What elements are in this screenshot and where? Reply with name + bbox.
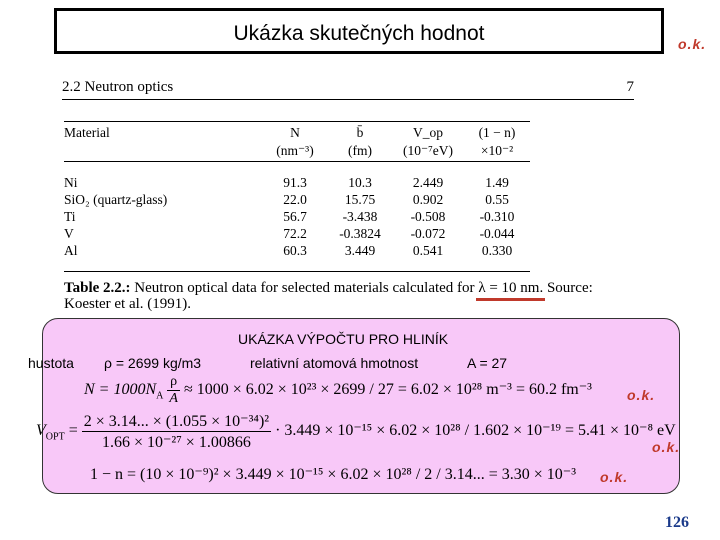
book-page: 7 <box>626 79 634 95</box>
eq-n-rhs: ≈ 1000 × 6.02 × 10²³ × 2699 / 27 = 6.02 × 10²⁸ m⁻³ = 60.2 fm⁻³ <box>183 381 592 399</box>
table-row <box>64 242 530 259</box>
cell-material: Ti <box>64 209 76 224</box>
cell-n: 91.3 <box>283 175 307 190</box>
th-b: b̄ <box>356 125 364 140</box>
cell-b: -3.438 <box>342 209 378 224</box>
slide-page-number: 126 <box>665 514 689 531</box>
th-1n: (1 − n) <box>478 125 516 140</box>
th-vop: V_op <box>413 125 443 140</box>
neutron-table <box>64 124 530 259</box>
th-1n-unit: ×10⁻² <box>480 143 514 158</box>
cell-vop: 0.541 <box>412 243 444 258</box>
cell-n: 72.2 <box>283 226 307 241</box>
table-row <box>64 208 530 225</box>
th-material: Material <box>64 125 110 140</box>
eq-v-rhs: · 3.449 × 10⁻¹⁵ × 6.02 × 10²⁸ / 1.602 × 10⁻¹⁹ = 5.41 × 10⁻⁸ eV <box>275 422 676 440</box>
equation-1n: 1 − n = (10 × 10⁻⁹)² × 3.449 × 10⁻¹⁵ × 6.02 × 10²⁸ / 2 / 3.14... = 3.30 × 10⁻³ <box>90 466 577 483</box>
slide-title-box <box>54 8 664 54</box>
table-caption <box>64 280 640 312</box>
atomic-mass-value: A = 27 <box>467 355 508 371</box>
caption-source: Source: Koester et al. (1991). <box>64 280 593 312</box>
cell-material: Ni <box>64 175 78 190</box>
density-value: ρ = 2699 kg/m3 <box>104 355 202 371</box>
table-header-row <box>64 124 530 142</box>
caption-label: Table 2.2.: <box>64 280 131 296</box>
cell-vop: -0.508 <box>410 209 446 224</box>
cell-material: V <box>64 226 74 241</box>
table-bottom-rule <box>64 271 530 272</box>
cell-vop: 2.449 <box>412 175 444 190</box>
slide-title: Ukázka skutečných hodnot <box>233 22 485 45</box>
calc-heading: UKÁZKA VÝPOČTU PRO HLINÍK <box>238 331 449 347</box>
equation-vopt: $V_{OPT}$ = $\frac{\text{2 × 3.14... × (1.055 × 10⁻³⁴)²}}{\text{1.66 × 10⁻²⁷ × 1.00866}}$ · 3.449 × 10⁻¹⁵ × 6.02 × 10²⁸ / 1.602 × 10⁻¹⁹ = 5.41 × 10⁻⁸ eV <box>36 413 676 451</box>
cell-1n: 0.55 <box>485 192 509 207</box>
cell-material: SiO₂ (quartz-glass) <box>64 192 168 207</box>
th-n-unit: (nm⁻³) <box>276 143 314 158</box>
caption-lambda: λ = 10 nm. <box>478 280 544 296</box>
cell-n: 22.0 <box>283 192 307 207</box>
th-n: N <box>290 125 300 140</box>
density-label: hustota <box>28 355 74 371</box>
book-section: 2.2 Neutron optics <box>62 79 174 95</box>
cell-1n: 1.49 <box>485 175 509 190</box>
table-row <box>64 174 530 191</box>
cell-b: -0.3824 <box>339 226 381 241</box>
caption-text: Neutron optical data for selected materials calculated for <box>134 280 475 296</box>
eq-n-lhs: N = 1000N <box>84 381 157 399</box>
ok-mark-title: o.k. <box>678 36 707 52</box>
cell-n: 60.3 <box>283 243 307 258</box>
cell-1n: -0.310 <box>479 209 515 224</box>
cell-b: 10.3 <box>348 175 372 190</box>
cell-n: 56.7 <box>283 209 307 224</box>
table-row <box>64 191 530 208</box>
ok-mark-n: o.k. <box>627 387 656 403</box>
table-top-rule <box>64 121 530 122</box>
eq-v-lhs: V <box>36 422 46 440</box>
cell-material: Al <box>64 243 78 258</box>
th-b-unit: (fm) <box>348 143 372 158</box>
cell-b: 3.449 <box>344 243 376 258</box>
eq-v-denominator: 1.66 × 10⁻²⁷ × 1.00866 <box>101 434 251 451</box>
th-vop-unit: (10⁻⁷eV) <box>402 143 454 158</box>
ok-mark-1n: o.k. <box>600 469 629 485</box>
ok-mark-v: o.k. <box>652 439 681 455</box>
cell-1n: 0.330 <box>481 243 513 258</box>
atomic-mass-label: relativní atomová hmotnost <box>250 355 419 371</box>
cell-b: 15.75 <box>344 192 376 207</box>
table-row <box>64 225 530 242</box>
cell-vop: 0.902 <box>412 192 444 207</box>
table-units-row <box>64 142 530 160</box>
eq-v-numerator: 2 × 3.14... × (1.055 × 10⁻³⁴)² <box>83 413 270 430</box>
book-header <box>62 79 634 100</box>
cell-1n: -0.044 <box>479 226 515 241</box>
cell-vop: -0.072 <box>410 226 446 241</box>
equation-n: $N = 1000N_A$ $\frac{\rho}{A}$ ≈ 1000 × 6.02 × 10²³ × 2699 / 27 = 6.02 × 10²⁸ m⁻³ = 60.2 fm⁻³ <box>84 374 592 406</box>
